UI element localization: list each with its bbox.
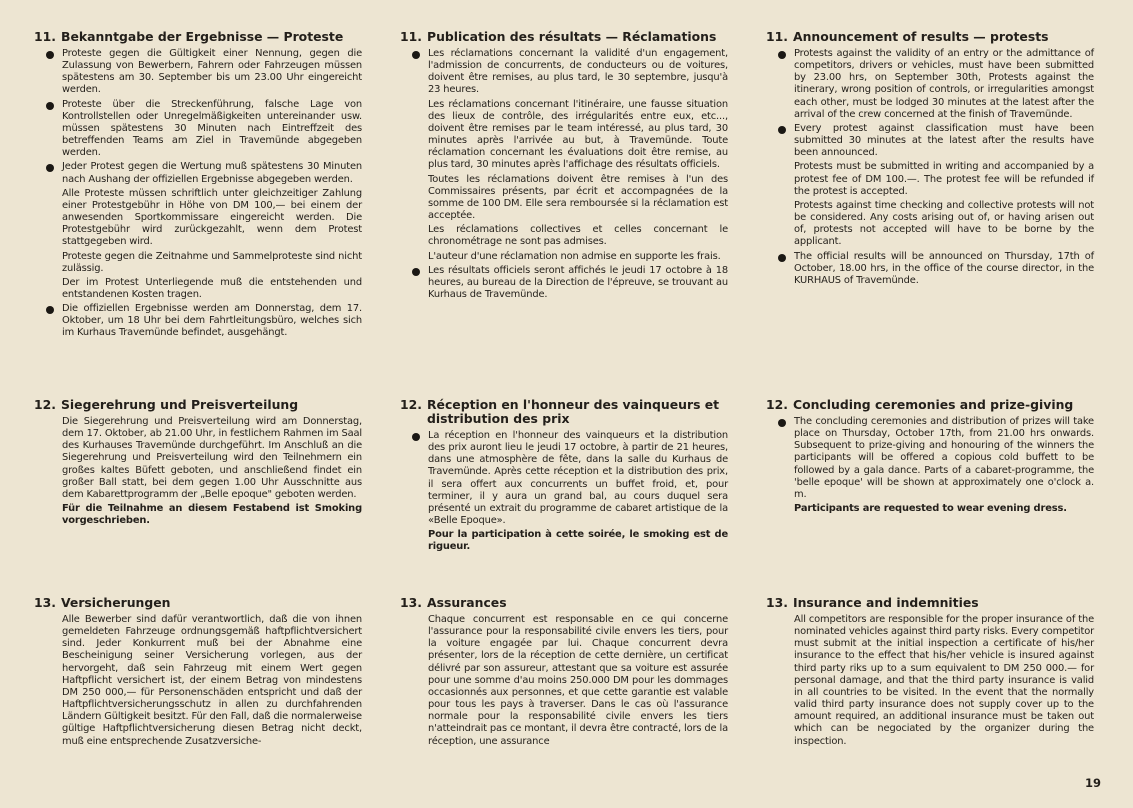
section-11-en xyxy=(766,30,1094,289)
section-title: Bekanntgabe der Ergebnisse — Proteste xyxy=(61,29,344,44)
section-paragraph xyxy=(794,48,1094,121)
section-number: 11. xyxy=(766,29,788,44)
paragraph-text: Every protest against classification must have been submitted 30 minutes at the latest after the results have been announced. xyxy=(794,122,1094,159)
section-heading xyxy=(34,398,362,412)
paragraph-text: Proteste gegen die Gültigkeit einer Nennung, gegen die Zulassung von Bewerbern, Fahrern oder Fahrzeugen müssen spätestens am 30. September bis um 23.00 Uhr eingereicht werden. xyxy=(62,48,362,96)
section-number: 13. xyxy=(766,595,788,610)
paragraph-text: The official results will be announced on Thursday, 17th of October, 18.00 hrs, in the office of the course director, in the KURHAUS of Travemünde. xyxy=(794,250,1094,286)
section-title: Announcement of results — protests xyxy=(793,29,1049,44)
bullet-dot-icon xyxy=(778,51,786,59)
bullet-dot-icon xyxy=(46,51,54,59)
section-11-fr xyxy=(400,30,728,303)
paragraph-text: L'auteur d'une réclamation non admise en supporte les frais. xyxy=(428,250,721,262)
paragraph-text: La réception en l'honneur des vainqueurs et la distribution des prix auront lieu le jeudi 17 octobre, à partir de 21 heures, dans une atmosphère de fête, dans la salle du Kurhaus de Travemünde. Après cette réception et la distribution des prix, il sera offert aux concurrents un buffet froid, et, pour terminer, il y aura un grand bal, au cours duquel sera présenté un extrait du programme de cabaret artistique de la «Belle Epoque». xyxy=(428,430,728,527)
bullet-dot-icon xyxy=(778,419,786,427)
section-heading xyxy=(766,30,1094,44)
section-paragraph xyxy=(62,303,362,339)
section-body xyxy=(400,614,728,748)
section-paragraph xyxy=(62,614,362,748)
section-12-fr xyxy=(400,398,728,556)
paragraph-text: Protests against time checking and collective protests will not be considered. Any costs arising out of, or having arisen out of, protests not accepted will have to be borne by the applicant. xyxy=(794,199,1094,248)
section-paragraph xyxy=(428,224,728,248)
paragraph-text: Protests against the validity of an entry or the admittance of competitors, drivers or vehicles, must have been submitted by 23.00 hrs, on September 30th, Protests against the itinerary, wrong position of controls, or irregularities amongst each other, must be lodged 30 minutes at the latest after the arrival of the crew concerned at the finish of Travemünde. xyxy=(794,48,1094,120)
section-paragraph xyxy=(428,614,728,748)
paragraph-text: Protests must be submitted in writing and accompanied by a protest fee of DM 100.—. The protest fee will be refunded if the protest is accepted. xyxy=(794,161,1094,197)
section-body xyxy=(766,48,1094,287)
section-paragraph xyxy=(794,251,1094,287)
bullet-dot-icon xyxy=(412,51,420,59)
section-body xyxy=(766,416,1094,515)
section-title: Versicherungen xyxy=(61,595,171,610)
paragraph-text: Der im Protest Unterliegende muß die entstehenden und entstandenen Kosten tragen. xyxy=(62,276,362,300)
bullet-dot-icon xyxy=(412,433,420,441)
section-13-de xyxy=(34,596,362,750)
section-heading xyxy=(400,30,728,44)
paragraph-text: All competitors are responsible for the proper insurance of the nominated vehicles against third party risks. Every competitor must submit at the initial inspection a certificate of his/her insurance to the effect that his/her vehicle is insured against third party riks up to a sum equivalent to DM 250 000.— for personal damage, and that the third party insurance is valid in all countries to be visited. In the event that the normally valid third party insurance does not supply cover up to the amount required, an additional insurance must be taken out which can be negociated by the organizer during the inspection. xyxy=(794,614,1094,747)
section-paragraph xyxy=(428,99,728,172)
section-paragraph xyxy=(428,48,728,97)
section-title: Publication des résultats — Réclamations xyxy=(427,29,717,44)
paragraph-text: The concluding ceremonies and distribution of prizes will take place on Thursday, October 17th, from 21.00 hrs onwards. Subsequent to prize-giving and honouring of the winners the participants will be offered a copious cold buffett to be followed by a gala dance. Parts of a cabaret-programme, the 'belle epoque' will be shown at approximately one o'clock a. m. xyxy=(794,416,1094,500)
paragraph-text: Chaque concurrent est responsable en ce qui concerne l'assurance pour la responsabilité civile envers les tiers, pour la voiture engagée par lui. Chaque concurrent devra présenter, lors de la réception de cette dernière, un certificat délivré par son assureur, attestant que sa voiture est assurée pour une somme d'au moins 250.000 DM pour les dommages occasionnés aux personnes, et que cette garantie est valable pour tous les pays à traverser. Dans le cas où l'assurance normale pour la responsabilité civile envers les tiers n'atteindrait pas ce montant, il devra être contracté, lors de la réception, une assurance xyxy=(428,614,728,747)
section-paragraph xyxy=(794,614,1094,748)
paragraph-text: Les réclamations concernant l'itinéraire, une fausse situation des lieux de contrôle, des irrégularités entre eux, etc..., doivent être remises par le team intéressé, au plus tard, 30 minutes après l'arrivée au but, à Travemünde. Toute réclamation concernant les évaluations doit être remise, au plus tard, 30 minutes après l'affichage des résultats officiels. xyxy=(428,98,728,171)
section-number: 12. xyxy=(766,397,788,412)
section-paragraph xyxy=(428,265,728,301)
section-body xyxy=(400,48,728,301)
page-number: 19 xyxy=(1084,776,1101,790)
section-paragraph xyxy=(794,503,1094,515)
paragraph-text: Jeder Protest gegen die Wertung muß spätestens 30 Minuten nach Aushang der offiziellen Ergebnisse abgegeben werden. xyxy=(62,161,362,185)
section-11-de xyxy=(34,30,362,342)
section-number: 13. xyxy=(400,595,422,610)
section-title: Concluding ceremonies and prize-giving xyxy=(793,397,1074,412)
section-paragraph xyxy=(794,416,1094,501)
bullet-dot-icon xyxy=(778,254,786,262)
section-heading xyxy=(766,596,1094,610)
section-paragraph xyxy=(62,277,362,301)
section-body xyxy=(34,416,362,527)
section-paragraph xyxy=(62,188,362,249)
paragraph-text: Les réclamations concernant la validité d'un engagement, l'admission de concurrents, de conducteurs ou de voitures, doivent être remises, au plus tard, le 30 septembre, jusqu'à 23 heures. xyxy=(428,48,728,96)
section-number: 12. xyxy=(400,397,422,412)
paragraph-text: Les résultats officiels seront affichés le jeudi 17 octobre à 18 heures, au bureau de la Direction de l'épreuve, se trouvant au Kurhaus de Travemünde. xyxy=(428,264,728,300)
bullet-dot-icon xyxy=(46,306,54,314)
bullet-dot-icon xyxy=(778,126,786,134)
paragraph-text: Proteste über die Streckenführung, falsche Lage von Kontrollstellen oder Unregelmäßigkeiten untereinander usw. müssen spätestens 30 Minuten nach Eintreffzeit des betreffenden Teams am Ziel in Travemünde abgegeben werden. xyxy=(62,98,362,159)
section-body xyxy=(400,430,728,554)
bullet-dot-icon xyxy=(46,164,54,172)
paragraph-text: Alle Proteste müssen schriftlich unter gleichzeitiger Zahlung einer Protestgebühr in Höhe von DM 100,— bei einem der anwesenden Sportkommissare eingereicht werden. Die Protestgebühr wird zurückgezahlt, wenn dem Protest stattgegeben wird. xyxy=(62,187,362,248)
section-paragraph xyxy=(428,174,728,223)
section-paragraph xyxy=(62,99,362,160)
paragraph-text: Participants are requested to wear evening dress. xyxy=(794,503,1067,515)
paragraph-text: Proteste gegen die Zeitnahme und Sammelproteste sind nicht zulässig. xyxy=(62,250,362,274)
section-number: 11. xyxy=(400,29,422,44)
section-number: 13. xyxy=(34,595,56,610)
paragraph-text: Alle Bewerber sind dafür verantwortlich, daß die von ihnen gemeldeten Fahrzeuge ordnungsgemäß haftpflichtversichert sind. Jeder Konkurrent muß bei der Abnahme eine Bescheinigung seiner Versicherung vorlegen, aus der hervorgeht, daß sein Fahrzeug mit einem Wert gegen Haftpflicht versichert ist, der einem Betrag von mindestens DM 250 000,— für Personenschäden entspricht und daß der Haftpflichtversicherungsschutz in allen zu durchfahrenden Ländern Gültigkeit besitzt. Für den Fall, daß die normalerweise gültige Haftpflichtversicherung diesen Betrag nicht deckt, muß eine entsprechende Zusatzversiche- xyxy=(62,614,362,747)
section-paragraph xyxy=(428,430,728,527)
paragraph-text: Pour la participation à cette soirée, le smoking est de rigueur. xyxy=(428,529,728,553)
section-title: Siegerehrung und Preisverteilung xyxy=(61,397,299,412)
section-heading xyxy=(400,596,728,610)
bullet-dot-icon xyxy=(46,102,54,110)
section-paragraph xyxy=(62,251,362,275)
paragraph-text: Les réclamations collectives et celles concernant le chronométrage ne sont pas admises. xyxy=(428,224,728,248)
section-12-en xyxy=(766,398,1094,517)
section-paragraph xyxy=(62,48,362,97)
section-body xyxy=(766,614,1094,748)
section-number: 12. xyxy=(34,397,56,412)
section-paragraph xyxy=(62,416,362,501)
section-heading xyxy=(766,398,1094,412)
paragraph-text: Toutes les réclamations doivent être remises à l'un des Commissaires présents, par écrit et accompagnées de la somme de 100 DM. Elle sera remboursée si la réclamation est acceptée. xyxy=(428,173,728,222)
section-paragraph xyxy=(62,503,362,527)
section-12-de xyxy=(34,398,362,529)
section-body xyxy=(34,614,362,748)
paragraph-text: Die Siegerehrung und Preisverteilung wird am Donnerstag, dem 17. Oktober, ab 21.00 Uhr, in festlichem Rahmen im Saal des Kurhauses Travemünde durchgeführt. Im Anschluß an die Siegerehrung und Preisverteilung wird den Teilnehmern ein großes kaltes Büfett geboten, und anschließend findet ein großer Ball statt, bei dem gegen 1.00 Uhr Ausschnitte aus dem Kabarettprogramm der „Belle epoque" geboten werden. xyxy=(62,416,362,500)
section-paragraph xyxy=(428,251,728,263)
section-number: 11. xyxy=(34,29,56,44)
section-heading xyxy=(400,398,728,426)
section-body xyxy=(34,48,362,340)
section-paragraph xyxy=(794,123,1094,159)
section-paragraph xyxy=(428,529,728,553)
section-heading xyxy=(34,30,362,44)
paragraph-text: Für die Teilnahme an diesem Festabend ist Smoking vorgeschrieben. xyxy=(62,503,362,527)
section-13-fr xyxy=(400,596,728,750)
section-title: Insurance and indemnities xyxy=(793,595,979,610)
section-heading xyxy=(34,596,362,610)
section-title: Assurances xyxy=(427,595,507,610)
section-13-en xyxy=(766,596,1094,750)
section-paragraph xyxy=(794,200,1094,249)
bullet-dot-icon xyxy=(412,268,420,276)
section-paragraph xyxy=(62,161,362,185)
paragraph-text: Die offiziellen Ergebnisse werden am Donnerstag, dem 17. Oktober, um 18 Uhr bei dem Fahrtleitungsbüro, welches sich im Kurhaus Travemünde befindet, ausgehängt. xyxy=(62,303,362,339)
section-title: Réception en l'honneur des vainqueurs et distribution des prix xyxy=(427,397,720,426)
section-paragraph xyxy=(794,161,1094,197)
